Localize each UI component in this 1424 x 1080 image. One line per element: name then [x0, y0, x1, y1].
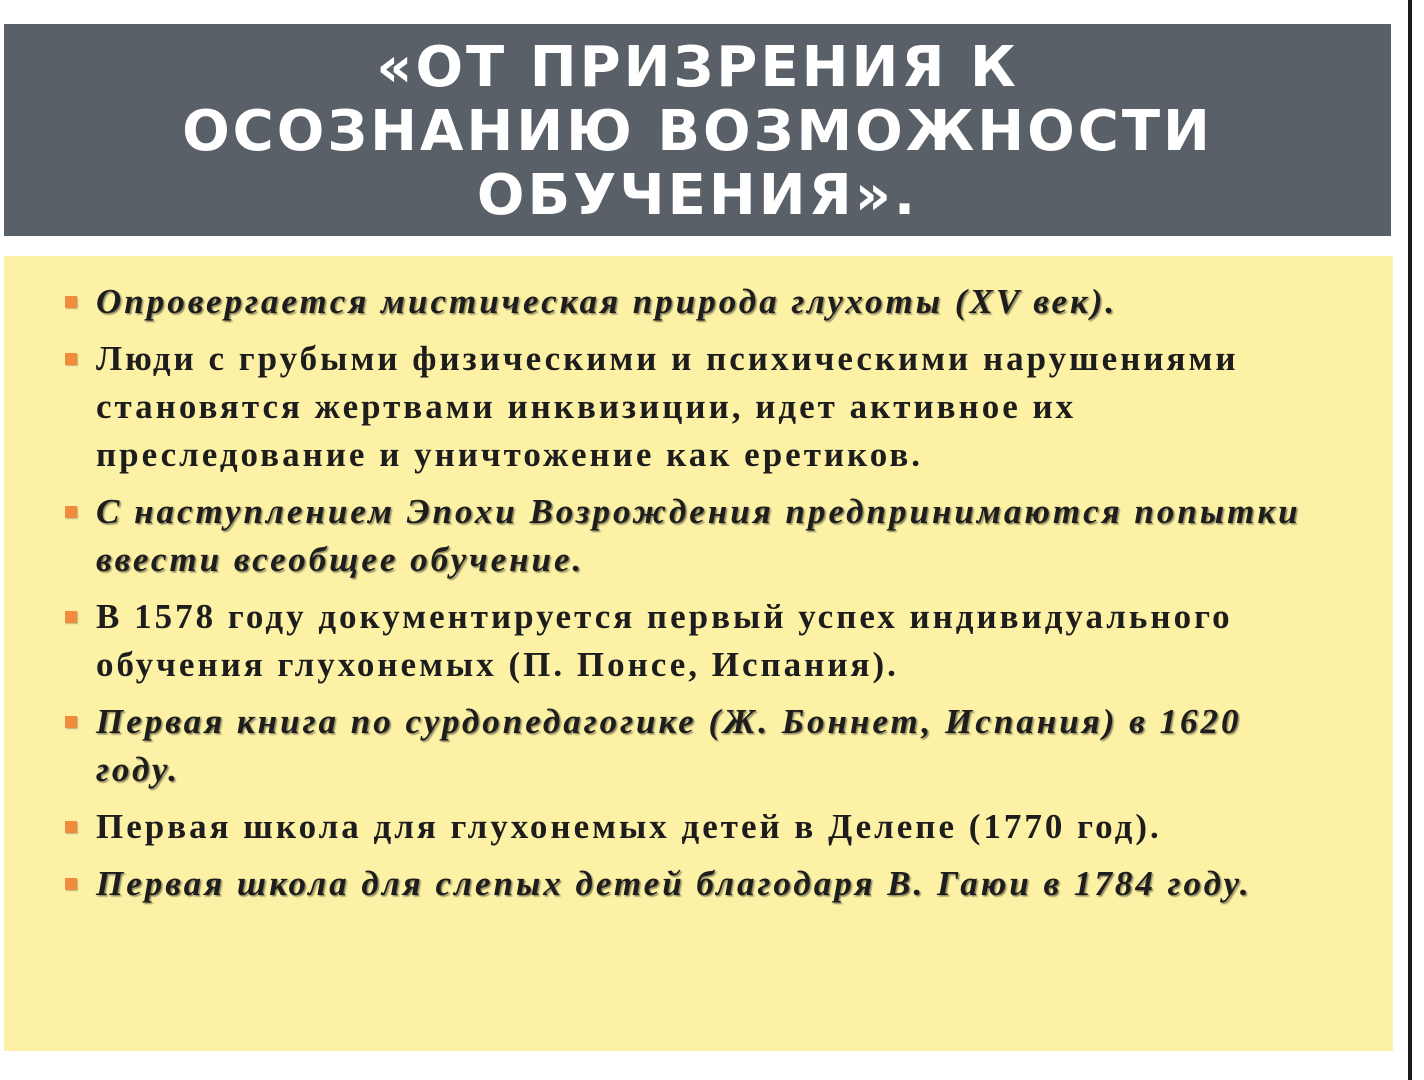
bullet-text: Первая школа для слепых детей благодаря В. Гаюи в 1784 году.	[96, 864, 1252, 903]
square-bullet-icon	[65, 878, 77, 890]
bullet-text: С наступлением Эпохи Возрождения предпринимаются попытки ввести всеобщее обучение.	[96, 492, 1301, 579]
bullet-item	[92, 698, 1332, 794]
square-bullet-icon	[65, 716, 77, 728]
bullet-text: В 1578 году документируется первый успех индивидуального обучения глухонемых (П. Понсе, Испания).	[96, 597, 1233, 684]
slide-edge	[1408, 0, 1424, 1080]
bullet-list	[92, 278, 1332, 917]
bullet-text: Опровергается мистическая природа глухоты (XV век).	[96, 282, 1118, 321]
bullet-item	[92, 860, 1332, 908]
square-bullet-icon	[65, 821, 77, 833]
bullet-item	[92, 488, 1332, 584]
bullet-text: Люди с грубыми физическими и психическими нарушениями становятся жертвами инквизиции, идет активное их преследование и уничтожение как еретиков.	[96, 339, 1239, 474]
bullet-text: Первая книга по сурдопедагогике (Ж. Боннет, Испания) в 1620 году.	[96, 702, 1242, 789]
bullet-text: Первая школа для глухонемых детей в Делепе (1770 год).	[96, 807, 1162, 846]
bullet-item	[92, 593, 1332, 689]
bullet-item	[92, 278, 1332, 326]
slide-title: «ОТ ПРИЗРЕНИЯ К ОСОЗНАНИЮ ВОЗМОЖНОСТИ ОБУЧЕНИЯ».	[182, 35, 1213, 228]
square-bullet-icon	[65, 506, 77, 518]
bullet-item	[92, 335, 1332, 479]
title-band	[4, 24, 1391, 236]
square-bullet-icon	[65, 611, 77, 623]
square-bullet-icon	[65, 353, 77, 365]
bullet-item	[92, 803, 1332, 851]
square-bullet-icon	[65, 296, 77, 308]
